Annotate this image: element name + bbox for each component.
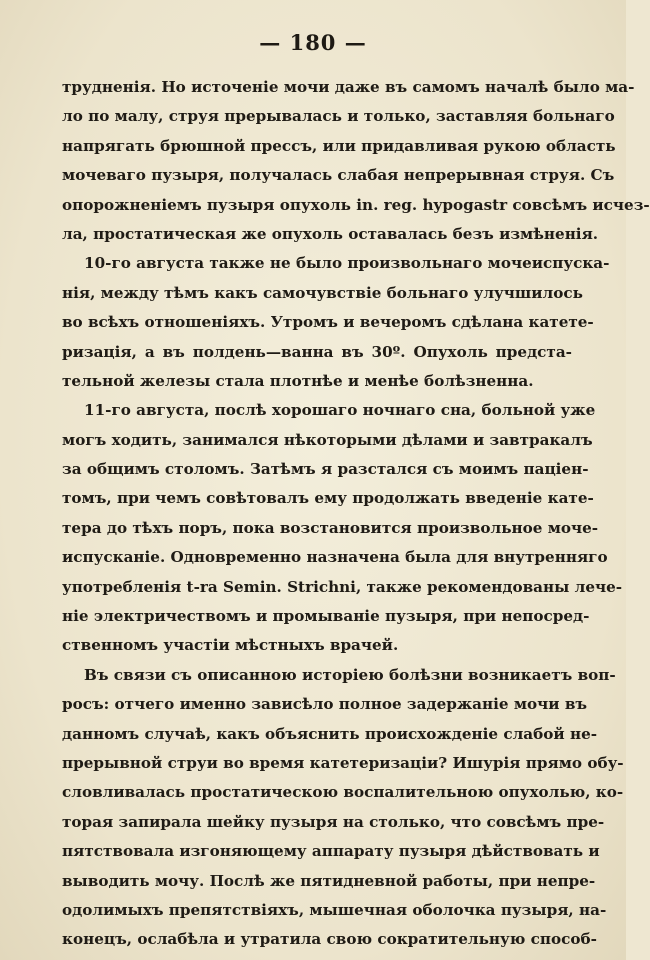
text-line: тера до тѣхъ поръ, пока возстановится произвольное моче- — [62, 518, 599, 537]
text-line: ло по малу, струя прерывалась и только, заставляя больнаго — [62, 107, 615, 126]
text-line: испусканіе. Одновременно назначена была для внутренняго — [62, 548, 608, 567]
text-line: могъ ходить, занимался нѣкоторыми дѣлами и завтракалъ — [62, 430, 593, 449]
text-line: за общимъ столомъ. Затѣмъ я разстался съ моимъ паціен- — [62, 460, 589, 479]
text-line: опорожненіемъ пузыря опухоль in. reg. hypogastr совсѣмъ исчез- — [62, 195, 650, 214]
text-line: конецъ, ослабѣла и утратила свою сократительную способ- — [62, 930, 597, 949]
text-line: тельной железы стала плотнѣе и менѣе болѣзненна. — [62, 371, 534, 390]
text-line: 10-го августа также не было произвольнаго мочеиспуска- — [84, 254, 610, 273]
text-line: Въ связи съ описанною исторіею болѣзни возникаетъ воп- — [84, 665, 616, 684]
text-line: торая запирала шейку пузыря на столько, что совсѣмъ пре- — [62, 812, 605, 831]
text-line: ризація, а въ полдень—ванна въ 30º. Опухоль предста- — [62, 342, 572, 361]
text-line: одолимыхъ препятствіяхъ, мышечная оболочка пузыря, на- — [62, 900, 607, 919]
text-line: ніе электричествомъ и промываніе пузыря, при непосред- — [62, 607, 590, 626]
text-line: 11-го августа, послѣ хорошаго ночнаго сна, больной уже — [84, 401, 596, 420]
text-line: росъ: отчего именно зависѣло полное задержаніе мочи въ — [62, 695, 588, 714]
text-line: пятствовала изгоняющему аппарату пузыря дѣйствовать и — [62, 842, 600, 861]
text-line: во всѣхъ отношеніяхъ. Утромъ и вечеромъ сдѣлана катете- — [62, 313, 594, 332]
text-line: напрягать брюшной прессъ, или придавливая рукою область — [62, 136, 616, 155]
text-line: прерывной струи во время катетеризаціи? Ишурія прямо обу- — [62, 753, 624, 772]
page-number: — 180 — — [259, 30, 367, 55]
body-text — [62, 73, 650, 955]
text-line: ственномъ участіи мѣстныхъ врачей. — [62, 636, 399, 655]
text-line: выводить мочу. Послѣ же пятидневной работы, при непре- — [62, 871, 596, 890]
text-line: употребленія t-ra Semin. Strichni, также рекомендованы лече- — [62, 577, 623, 596]
text-line: трудненія. Но источеніе мочи даже въ самомъ началѣ было ма- — [62, 78, 635, 96]
text-line: данномъ случаѣ, какъ объяснить происхожденіе слабой не- — [62, 724, 598, 743]
text-line: мочеваго пузыря, получалась слабая непрерывная струя. Съ — [62, 166, 615, 185]
text-line: томъ, при чемъ совѣтовалъ ему продолжать введеніе кате- — [62, 489, 594, 508]
text-line: словливалась простатическою воспалительною опухолью, ко- — [62, 783, 624, 802]
text-line: ла, простатическая же опухоль оставалась безъ измѣненія. — [62, 224, 599, 243]
text-line: нія, между тѣмъ какъ самочувствіе больнаго улучшилось — [62, 283, 583, 302]
